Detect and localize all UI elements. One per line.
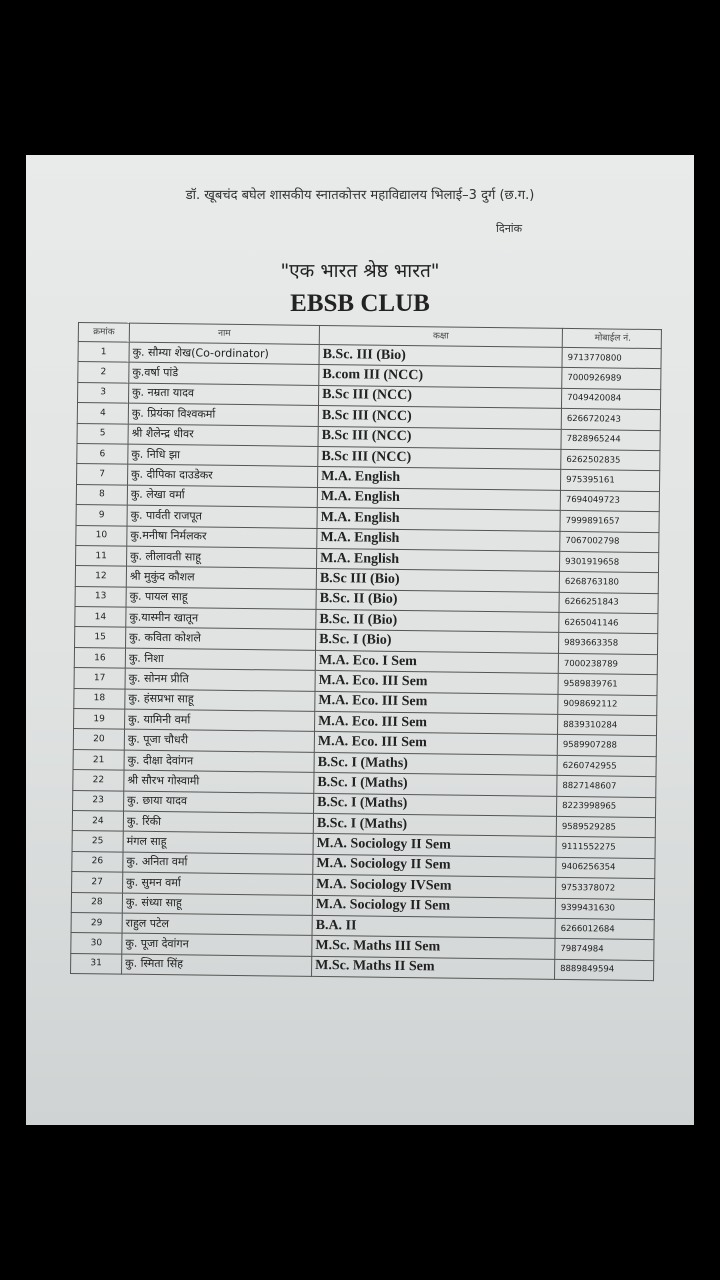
- class-cell: B.Sc III (NCC): [318, 385, 561, 408]
- mobile-cell: 9399431630: [555, 898, 654, 920]
- mobile-cell: 8827148607: [557, 776, 656, 798]
- serial-cell: 21: [73, 749, 124, 770]
- class-cell: B.Sc. I (Maths): [313, 813, 556, 836]
- name-cell: कु. सोनम प्रीति: [125, 668, 315, 691]
- serial-cell: 4: [77, 403, 128, 424]
- class-cell: M.A. English: [317, 467, 560, 490]
- name-cell: कु. यामिनी वर्मा: [125, 709, 315, 732]
- serial-cell: 26: [72, 851, 123, 872]
- serial-cell: 6: [77, 443, 128, 464]
- class-cell: M.A. English: [317, 508, 560, 531]
- mobile-cell: 9589907288: [557, 735, 656, 757]
- class-cell: M.A. Sociology II Sem: [312, 895, 555, 918]
- name-cell: मंगल साहू: [123, 831, 313, 854]
- name-cell: कु. नम्रता यादव: [129, 383, 319, 406]
- name-cell: कु. हंसप्रभा साहू: [125, 689, 315, 712]
- serial-cell: 7: [77, 464, 128, 485]
- name-cell: कु. प्रियंका विश्वकर्मा: [128, 403, 318, 426]
- class-cell: B.Sc III (Bio): [316, 569, 559, 592]
- name-cell: कु. रिंकी: [123, 811, 313, 834]
- date-label: दिनांक: [496, 222, 523, 235]
- name-cell: कु. दीपिका दाउडेकर: [128, 464, 318, 487]
- class-cell: M.A. Eco. III Sem: [315, 711, 558, 734]
- mobile-cell: 9589529285: [556, 816, 655, 838]
- mobile-cell: 9893663358: [558, 633, 657, 655]
- serial-cell: 5: [77, 423, 128, 444]
- mobile-cell: 6266012684: [555, 918, 654, 940]
- serial-cell: 20: [73, 729, 124, 750]
- serial-cell: 13: [75, 586, 126, 607]
- serial-cell: 3: [78, 382, 129, 403]
- serial-cell: 29: [71, 912, 122, 933]
- class-cell: B.Sc. I (Maths): [314, 793, 557, 816]
- name-cell: कु. स्मिता सिंह: [122, 954, 312, 977]
- class-cell: B.Sc. I (Maths): [314, 773, 557, 796]
- table-body: [71, 342, 662, 981]
- serial-cell: 16: [74, 647, 125, 668]
- mobile-cell: 6262502835: [561, 449, 660, 471]
- serial-cell: 14: [75, 607, 126, 628]
- mobile-cell: 9098692112: [558, 694, 657, 716]
- mobile-cell: 9301919658: [559, 551, 658, 573]
- class-cell: M.Sc. Maths III Sem: [312, 936, 555, 959]
- name-cell: कु.वर्षा पांडे: [129, 363, 319, 386]
- mobile-cell: 7694049723: [560, 490, 659, 512]
- serial-cell: 11: [76, 545, 127, 566]
- header-serial: क्रमांक: [78, 323, 129, 343]
- mobile-cell: 975395161: [560, 470, 659, 492]
- name-cell: राहुल पटेल: [122, 913, 312, 936]
- class-cell: B.Sc III (NCC): [318, 446, 561, 469]
- serial-cell: 23: [73, 790, 124, 811]
- name-cell: कु. अनिता वर्मा: [123, 852, 313, 875]
- serial-cell: 27: [72, 872, 123, 893]
- name-cell: कु. पूजा चौधरी: [124, 730, 314, 753]
- mobile-cell: 6260742955: [557, 755, 656, 777]
- class-cell: B.Sc III (NCC): [318, 406, 561, 429]
- serial-cell: 22: [73, 770, 124, 791]
- serial-cell: 30: [71, 933, 122, 954]
- name-cell: कु.मनीषा निर्मलकर: [127, 526, 317, 549]
- mobile-cell: 9713770800: [562, 347, 661, 369]
- name-cell: कु. सौम्या शेख(Co-ordinator): [129, 342, 319, 365]
- class-cell: M.A. English: [317, 528, 560, 551]
- class-cell: M.A. English: [317, 548, 560, 571]
- mobile-cell: 9406256354: [556, 857, 655, 879]
- document-page: [26, 155, 694, 1125]
- name-cell: कु. दीक्षा देवांगन: [124, 750, 314, 773]
- serial-cell: 2: [78, 362, 129, 383]
- members-table: [70, 322, 662, 981]
- serial-cell: 10: [76, 525, 127, 546]
- name-cell: कु. छाया यादव: [124, 791, 314, 814]
- mobile-cell: 7000238789: [558, 653, 657, 675]
- class-cell: M.A. Eco. III Sem: [314, 732, 557, 755]
- class-cell: B.com III (NCC): [319, 365, 562, 388]
- mobile-cell: 6265041146: [559, 612, 658, 634]
- serial-cell: 15: [75, 627, 126, 648]
- class-cell: B.Sc. I (Bio): [316, 630, 559, 653]
- mobile-cell: 7828965244: [561, 429, 660, 451]
- name-cell: कु. पार्वती राजपूत: [127, 505, 317, 528]
- serial-cell: 25: [72, 831, 123, 852]
- mobile-cell: 9111552275: [556, 837, 655, 859]
- name-cell: कु. सुमन वर्मा: [123, 872, 313, 895]
- class-cell: B.Sc. I (Maths): [314, 752, 557, 775]
- class-cell: M.A. English: [317, 487, 560, 510]
- serial-cell: 1: [78, 342, 129, 363]
- college-name: डॉ. खूबचंद बघेल शासकीय स्नातकोत्तर महाविद्यालय भिलाई–3 दुर्ग (छ.ग.): [185, 188, 535, 203]
- class-cell: M.A. Sociology II Sem: [313, 834, 556, 857]
- name-cell: कु. कविता कोशले: [126, 628, 316, 651]
- header-name: नाम: [129, 323, 319, 344]
- class-cell: B.Sc. II (Bio): [316, 610, 559, 633]
- name-cell: कु. निशा: [125, 648, 315, 671]
- class-cell: B.Sc. II (Bio): [316, 589, 559, 612]
- mobile-cell: 8223998965: [556, 796, 655, 818]
- name-cell: श्री सौरभ गोस्वामी: [124, 770, 314, 793]
- serial-cell: 12: [75, 566, 126, 587]
- name-cell: कु. पूजा देवांगन: [122, 933, 312, 956]
- class-cell: B.A. II: [312, 915, 555, 938]
- name-cell: कु. पायल साहू: [126, 587, 316, 610]
- serial-cell: 17: [74, 668, 125, 689]
- class-cell: B.Sc III (NCC): [318, 426, 561, 449]
- header-mobile: मोबाईल नं.: [562, 328, 661, 348]
- mobile-cell: 7049420084: [561, 388, 660, 410]
- serial-cell: 24: [72, 810, 123, 831]
- name-cell: कु.यास्मीन खातून: [126, 607, 316, 630]
- class-cell: M.A. Eco. III Sem: [315, 691, 558, 714]
- mobile-cell: 7999891657: [560, 511, 659, 533]
- serial-cell: 8: [76, 484, 127, 505]
- serial-cell: 31: [71, 953, 122, 974]
- class-cell: B.Sc. III (Bio): [319, 344, 562, 367]
- name-cell: कु. लेखा वर्मा: [127, 485, 317, 508]
- mobile-cell: 7000926989: [562, 368, 661, 390]
- serial-cell: 19: [74, 709, 125, 730]
- mobile-cell: 7067002798: [560, 531, 659, 553]
- mobile-cell: 6268763180: [559, 572, 658, 594]
- name-cell: कु. निधि झा: [128, 444, 318, 467]
- mobile-cell: 9753378072: [555, 878, 654, 900]
- class-cell: M.A. Sociology IVSem: [313, 875, 556, 898]
- mobile-cell: 79874984: [555, 939, 654, 961]
- serial-cell: 9: [76, 505, 127, 526]
- slogan: "एक भारत श्रेष्ठ भारत": [280, 260, 440, 282]
- header-class: कक्षा: [319, 325, 562, 347]
- class-cell: M.Sc. Maths II Sem: [312, 956, 555, 979]
- name-cell: कु. संध्या साहू: [122, 893, 312, 916]
- mobile-cell: 9589839761: [558, 674, 657, 696]
- name-cell: श्री मुकुंद कौशल: [126, 566, 316, 589]
- class-cell: M.A. Eco. I Sem: [315, 650, 558, 673]
- mobile-cell: 6266251843: [559, 592, 658, 614]
- mobile-cell: 8839310284: [557, 714, 656, 736]
- class-cell: M.A. Sociology II Sem: [313, 854, 556, 877]
- class-cell: M.A. Eco. III Sem: [315, 671, 558, 694]
- serial-cell: 18: [74, 688, 125, 709]
- name-cell: कु. लीलावती साहू: [127, 546, 317, 569]
- mobile-cell: 6266720243: [561, 409, 660, 431]
- club-title: EBSB CLUB: [290, 290, 430, 317]
- mobile-cell: 8889849594: [555, 959, 654, 981]
- name-cell: श्री शैलेन्द्र धीवर: [128, 424, 318, 447]
- serial-cell: 28: [71, 892, 122, 913]
